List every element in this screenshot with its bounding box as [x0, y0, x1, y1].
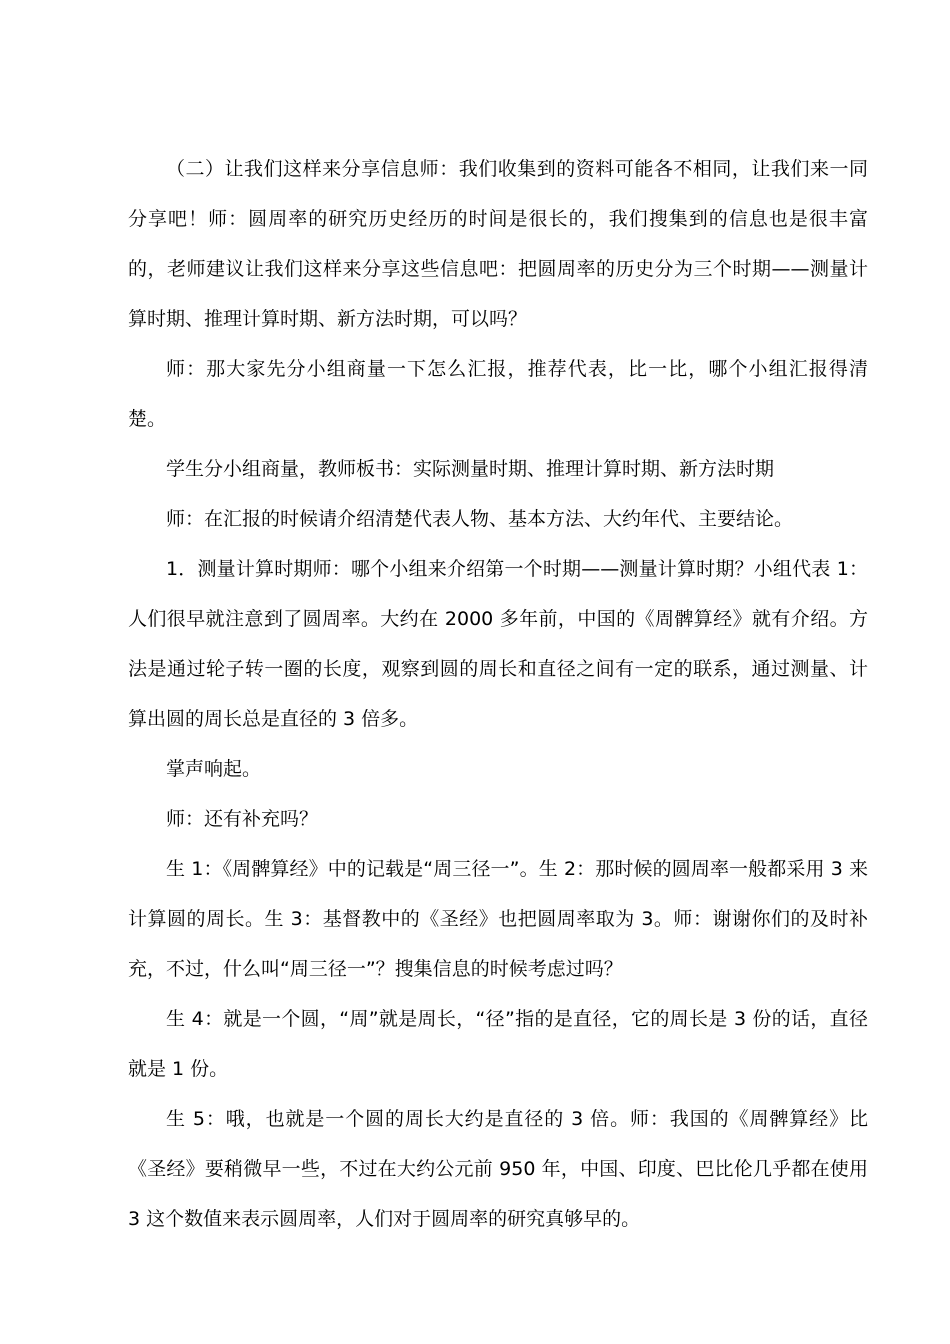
paragraph-any-additions: 师：还有补充吗？ [166, 808, 319, 830]
paragraph-applause: 掌声响起。 [166, 758, 262, 780]
paragraph-student-4: 生 4：就是一个圆，“周”就是周长，“径”指的是直径，它的周长是 3 份的话，直径就是 1 份。 [128, 1008, 868, 1080]
paragraph-measurement-period: 1．测量计算时期师：哪个小组来介绍第一个时期——测量计算时期？小组代表 1：人们很早就注意到了圆周率。大约在 2000 多年前，中国的《周髀算经》就有介绍。方法是通过轮子转一圈的长度，观察到圆的周长和直径之间有一定的联系，通过测量、计算出圆的周长总是直径的 3 倍多。 [128, 558, 868, 730]
document-body [128, 144, 868, 1244]
paragraph-students-1-3: 生 1：《周髀算经》中的记载是“周三径一”。生 2：那时候的圆周率一般都采用 3 来计算圆的周长。生 3：基督教中的《圣经》也把圆周率取为 3。师：谢谢你们的及时补充，不过，什么叫“周三径一”？搜集信息的时候考虑过吗？ [128, 858, 868, 980]
paragraph-blackboard: 学生分小组商量，教师板书：实际测量时期、推理计算时期、新方法时期 [166, 458, 775, 480]
paragraph-group-discussion: 师：那大家先分小组商量一下怎么汇报，推荐代表，比一比，哪个小组汇报得清楚。 [128, 358, 868, 430]
paragraph-student-5: 生 5：哦，也就是一个圆的周长大约是直径的 3 倍。师：我国的《周髀算经》比《圣经》要稍微早一些，不过在大约公元前 950 年，中国、印度、巴比伦几乎都在使用 3 这个数值来表示圆周率，人们对于圆周率的研究真够早的。 [128, 1108, 868, 1230]
paragraph-sharing-intro: （二）让我们这样来分享信息师：我们收集到的资料可能各不相同，让我们来一同分享吧！师：圆周率的研究历史经历的时间是很长的，我们搜集到的信息也是很丰富的，老师建议让我们这样来分享这些信息吧：把圆周率的历史分为三个时期——测量计算时期、推理计算时期、新方法时期，可以吗？ [128, 158, 868, 330]
paragraph-report-requirements: 师：在汇报的时候请介绍清楚代表人物、基本方法、大约年代、主要结论。 [166, 508, 794, 530]
